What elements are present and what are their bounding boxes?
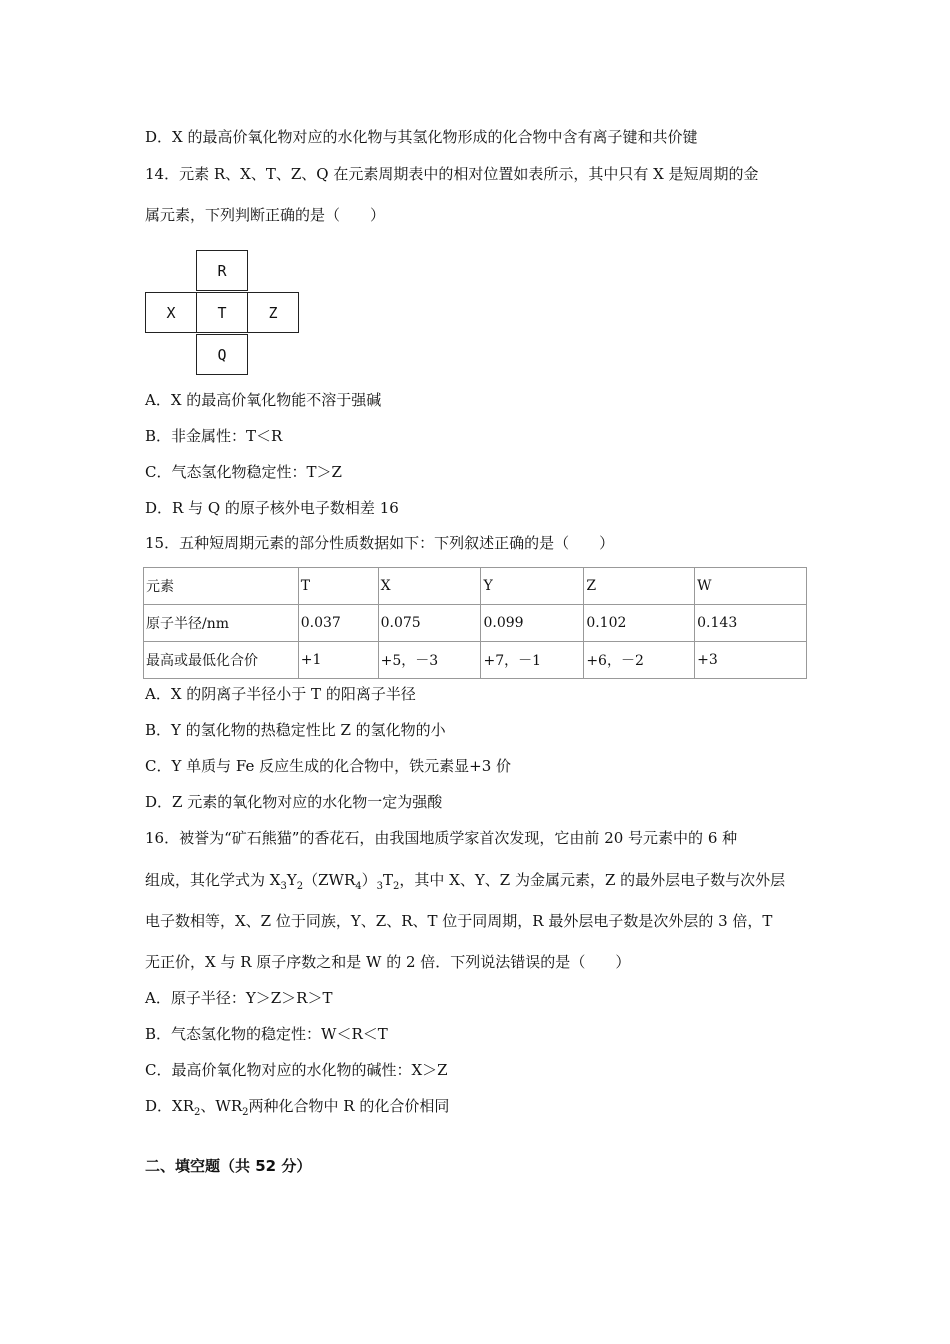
- table-row: [144, 568, 807, 605]
- formula-subscript: 3: [376, 881, 384, 892]
- q14-option-c: C．气态氢化物稳定性：T＞Z: [145, 463, 342, 481]
- grid-cell-bottom: Q: [196, 334, 248, 375]
- grid-cell-center: T: [196, 292, 248, 333]
- q16-stem-line2: [145, 870, 785, 897]
- formula-part: T: [383, 871, 394, 889]
- table-cell: +1: [298, 642, 378, 679]
- table-cell: T: [298, 568, 378, 605]
- formula-subscript: 2: [194, 1107, 201, 1118]
- q16-stem-line4: 无正价，X 与 R 原子序数之和是 W 的 2 倍．下列说法错误的是（ ）: [145, 953, 631, 971]
- section-heading: 二、填空题（共 52 分）: [145, 1157, 312, 1175]
- formula-part: Y: [286, 871, 297, 889]
- table-cell: +7，－1: [481, 642, 584, 679]
- table-cell: X: [378, 568, 481, 605]
- formula-subscript: 3: [280, 881, 287, 892]
- q15-stem: 15．五种短周期元素的部分性质数据如下：下列叙述正确的是（ ）: [145, 534, 615, 552]
- grid-cell-top: R: [196, 250, 248, 291]
- q14-option-d: D．R 与 Q 的原子核外电子数相差 16: [145, 499, 399, 517]
- table-cell: 元素: [144, 568, 299, 605]
- q15-option-a: A．X 的阴离子半径小于 T 的阳离子半径: [145, 685, 416, 703]
- periodic-position-grid: [145, 250, 305, 378]
- q16-option-a: A．原子半径：Y＞Z＞R＞T: [145, 989, 333, 1007]
- q14-option-a: A．X 的最高价氧化物能不溶于强碱: [145, 391, 382, 409]
- table-cell: 0.099: [481, 605, 584, 642]
- table-cell: Y: [481, 568, 584, 605]
- option-text: 两种化合物中 R 的化合价相同: [248, 1097, 450, 1115]
- table-row: [144, 642, 807, 679]
- separator: 、: [200, 1097, 216, 1115]
- table-cell: 原子半径/nm: [144, 605, 299, 642]
- formula-subscript: 2: [242, 1107, 249, 1118]
- formula-subscript: 4: [355, 881, 362, 892]
- q16-option-b: B．气态氢化物的稳定性：W＜R＜T: [145, 1025, 388, 1043]
- formula-part: （ZWR: [303, 871, 356, 889]
- q16-option-c: C．最高价氧化物对应的水化物的碱性：X＞Z: [145, 1061, 448, 1079]
- table-cell: W: [695, 568, 807, 605]
- table-cell: 0.037: [298, 605, 378, 642]
- table-cell: +6，－2: [584, 642, 695, 679]
- q16-option-d: [145, 1096, 449, 1123]
- grid-cell-left: X: [145, 292, 197, 333]
- table-cell: +3: [695, 642, 807, 679]
- table-cell: 0.143: [695, 605, 807, 642]
- grid-cell-right: Z: [247, 292, 299, 333]
- table-cell: +5，－3: [378, 642, 481, 679]
- element-properties-table: [143, 567, 807, 679]
- formula-part: X: [269, 871, 281, 889]
- q14-stem-line2: 属元素，下列判断正确的是（ ）: [145, 206, 386, 224]
- q14-option-b: B．非金属性：T＜R: [145, 427, 283, 445]
- formula-part: XR: [172, 1097, 195, 1115]
- formula-subscript: 2: [296, 881, 304, 892]
- q16-stem-line3: 电子数相等，X、Z 位于同族，Y、Z、R、T 位于同周期，R 最外层电子数是次外层的 3 倍，T: [145, 912, 773, 930]
- q15-option-d: D．Z 元素的氧化物对应的水化物一定为强酸: [145, 793, 443, 811]
- q16-stem-text: 组成，其化学式为: [145, 871, 270, 889]
- q14-stem-line1: 14．元素 R、X、T、Z、Q 在元素周期表中的相对位置如表所示，其中只有 X 是短周期的金: [145, 165, 759, 183]
- table-cell: Z: [584, 568, 695, 605]
- formula-subscript: 2: [393, 881, 400, 892]
- q13-option-d: D．X 的最高价氧化物对应的水化物与其氢化物形成的化合物中含有离子键和共价键: [145, 128, 698, 146]
- table-cell: 0.075: [378, 605, 481, 642]
- chemical-formula: [269, 871, 400, 892]
- formula-part: WR: [215, 1097, 243, 1115]
- q16-stem-text: ，其中 X、Y、Z 为金属元素，Z 的最外层电子数与次外层: [399, 871, 786, 889]
- option-label: D．: [145, 1097, 173, 1115]
- table-cell: 0.102: [584, 605, 695, 642]
- table-row: [144, 605, 807, 642]
- formula-part: ）: [361, 871, 377, 889]
- q15-option-b: B．Y 的氢化物的热稳定性比 Z 的氢化物的小: [145, 721, 446, 739]
- table-cell: 最高或最低化合价: [144, 642, 299, 679]
- q15-option-c: C．Y 单质与 Fe 反应生成的化合物中，铁元素显+3 价: [145, 757, 512, 775]
- q16-stem-line1: 16．被誉为“矿石熊猫”的香花石，由我国地质学家首次发现，它由前 20 号元素中的 6 种: [145, 829, 738, 847]
